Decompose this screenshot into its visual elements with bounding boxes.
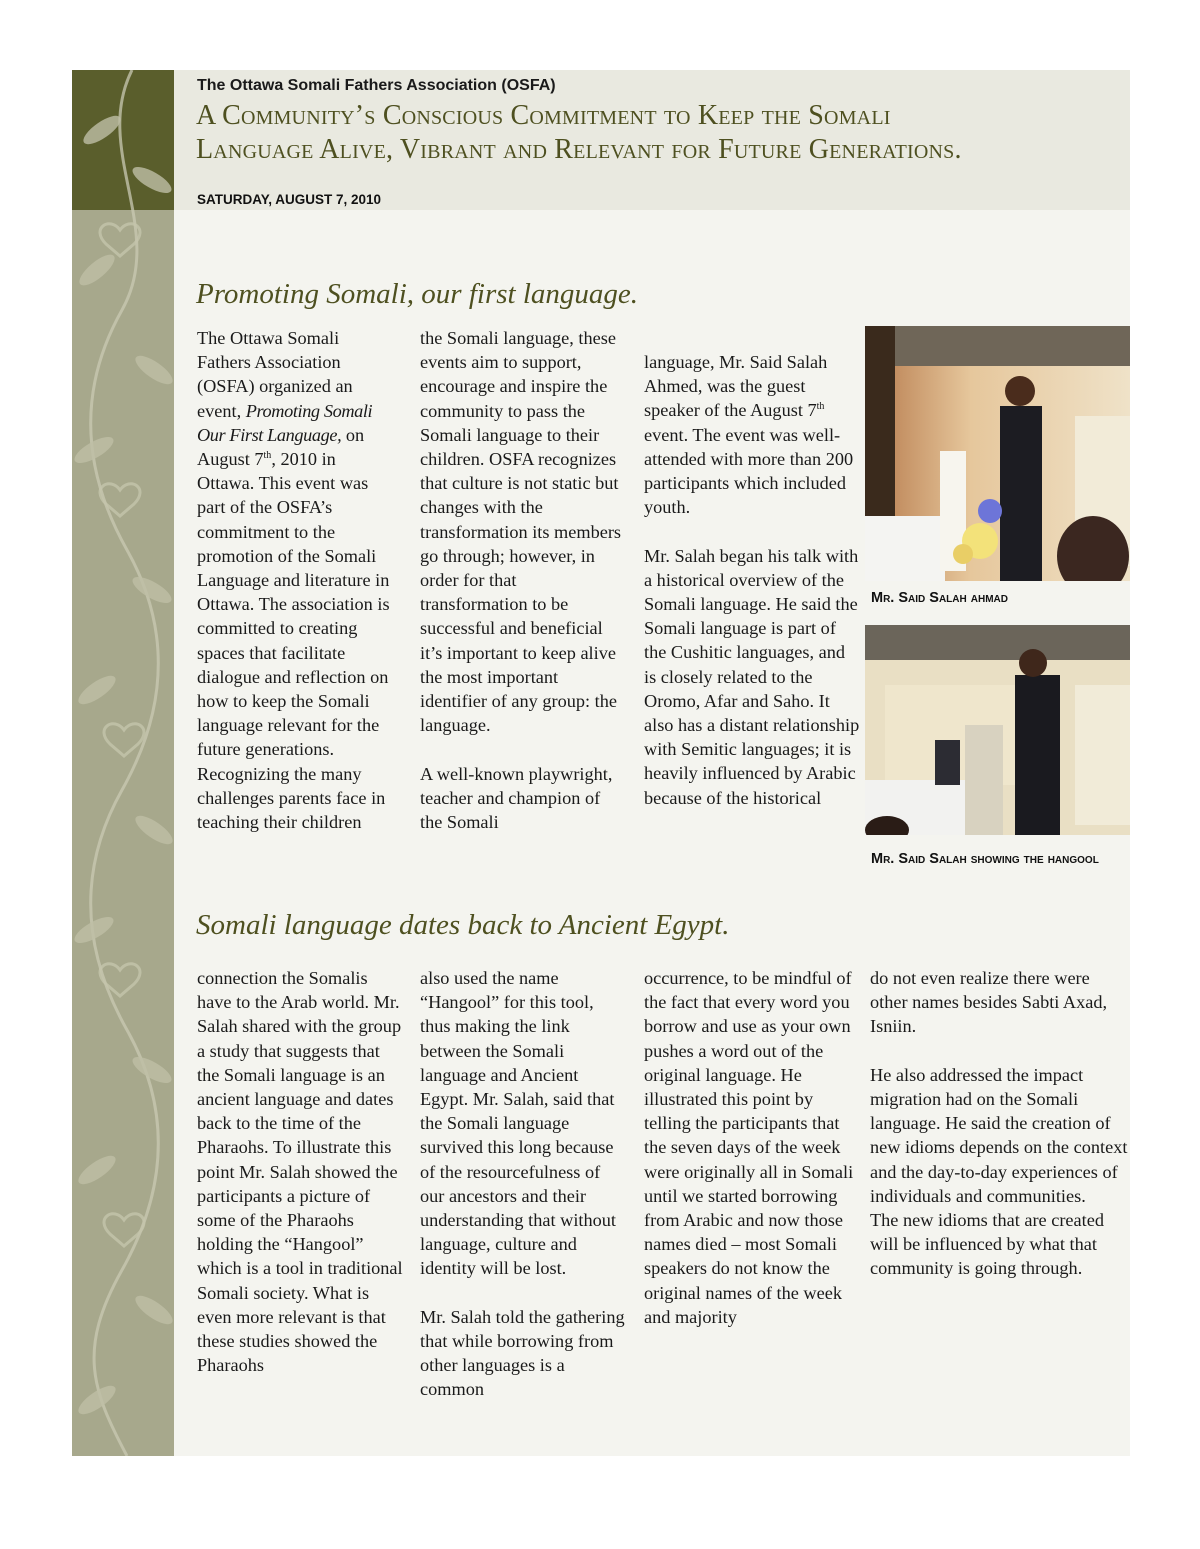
page-headline (196, 99, 1128, 167)
event-name: Promoting Somali Our First Language, (197, 400, 373, 445)
paragraph: He also addressed the impact migration had on the Somali language. He said the creation of new idioms depends on the context and the day-to-day experiences of individuals and communities. (870, 1064, 1128, 1206)
article-column-5 (420, 966, 628, 1402)
article-column-4 (197, 966, 403, 1377)
section-title-ancient-egypt: Somali language dates back to Ancient Egypt. (196, 909, 730, 941)
speaker-photo-1 (865, 326, 1130, 581)
speaker-photo-2 (865, 625, 1130, 835)
issue-date: SATURDAY, AUGUST 7, 2010 (197, 192, 382, 207)
headline-line-2: Language Alive, Vibrant and Relevant for Future Generations. (196, 134, 962, 165)
paragraph: A well-known playwright, teacher and champion of the Somali (420, 763, 613, 833)
article-column-3 (644, 350, 860, 810)
article-column-1 (197, 326, 393, 834)
paragraph: occurrence, to be mindful of the fact that every word you borrow and use as your own pushes a word out of the original language. He illustrated this point by telling the participants that the seven days of the week were originally all in Somali until we started borrowing from Arabic and now those names died – most Somali speakers do not know the original names of the week and majority (644, 968, 854, 1327)
paragraph: Mr. Salah began his talk with a historical overview of the Somali language. He said the Somali language is part of the Cushitic languages, and is closely related to the Oromo, Afar and Saho. It also has a distant relationship with Semitic languages; it is heavily influenced by Arabic because of the historical (644, 545, 860, 808)
article-column-2 (420, 326, 624, 834)
superscript: th (263, 449, 272, 461)
paragraph: Mr. Salah told the gathering that while borrowing from other languages is a common (420, 1306, 625, 1400)
superscript: th (816, 401, 825, 413)
text-run: , 2010 in Ottawa. This event was part of the OSFA’s commitment to the promotion of the Somali Language and literature in Ottawa. The association is committed to creating spaces that facilitate dialogue and reflection on how to keep the Somali language relevant for the future generations. Recognizing the many challenges parents face in teaching their children (197, 449, 390, 833)
text-run: event. The event was well-attended with more than 200 participants which included youth. (644, 424, 854, 518)
text-run: language, Mr. Said Salah Ahmed, was the guest speaker of the August 7 (644, 352, 828, 421)
paragraph: also used the name “Hangool” for this tool, thus making the link between the Somali language and Ancient Egypt. Mr. Salah, said that the Somali language survived this long because of the resourcefulness of our ancestors and their understanding that without language, culture and identity will be lost. (420, 968, 616, 1279)
section-title-promoting-somali: Promoting Somali, our first language. (196, 278, 638, 310)
photo-1-caption: Mr. Said Salah ahmad (871, 590, 1008, 606)
org-name: The Ottawa Somali Fathers Association (OSFA) (197, 77, 556, 94)
headline-line-1: A Community’s Conscious Commitment to Keep the Somali (196, 100, 891, 131)
text-run: on August 7 (197, 424, 365, 470)
paragraph (197, 326, 393, 834)
article-column-6 (644, 966, 854, 1329)
paragraph: do not even realize there were other names besides Sabti Axad, Isniin. (870, 968, 1108, 1037)
photo-2-caption: Mr. Said Salah showing the hangool (871, 851, 1099, 867)
paragraph: The new idioms that are created will be influenced by what that community is going through. (870, 1210, 1104, 1279)
paragraph: connection the Somalis have to the Arab world. Mr. Salah shared with the group a study that suggests that the Somali language is an ancient language and dates back to the time of the Pharaohs. To illustrate this point Mr. Salah showed the participants a picture of some of the Pharaohs holding the “Hangool” which is a tool in traditional Somali society. What is even more relevant is that these studies showed the Pharaohs (197, 968, 403, 1376)
vine-pattern-icon (72, 70, 174, 1456)
article-column-7 (870, 966, 1128, 1281)
paragraph (644, 350, 860, 519)
decorative-sidebar (72, 70, 174, 1456)
paragraph: the Somali language, these events aim to support, encourage and inspire the community to pass the Somali language to their children. OSFA recognizes that culture is not static but changes with the transformation its members go through; however, in order for that transformation to be successful and beneficial it’s important to keep alive the most important identifier of any group: the language. (420, 328, 622, 736)
text-run: The Ottawa Somali Fathers Association (OSFA) organized an event, (197, 328, 353, 421)
